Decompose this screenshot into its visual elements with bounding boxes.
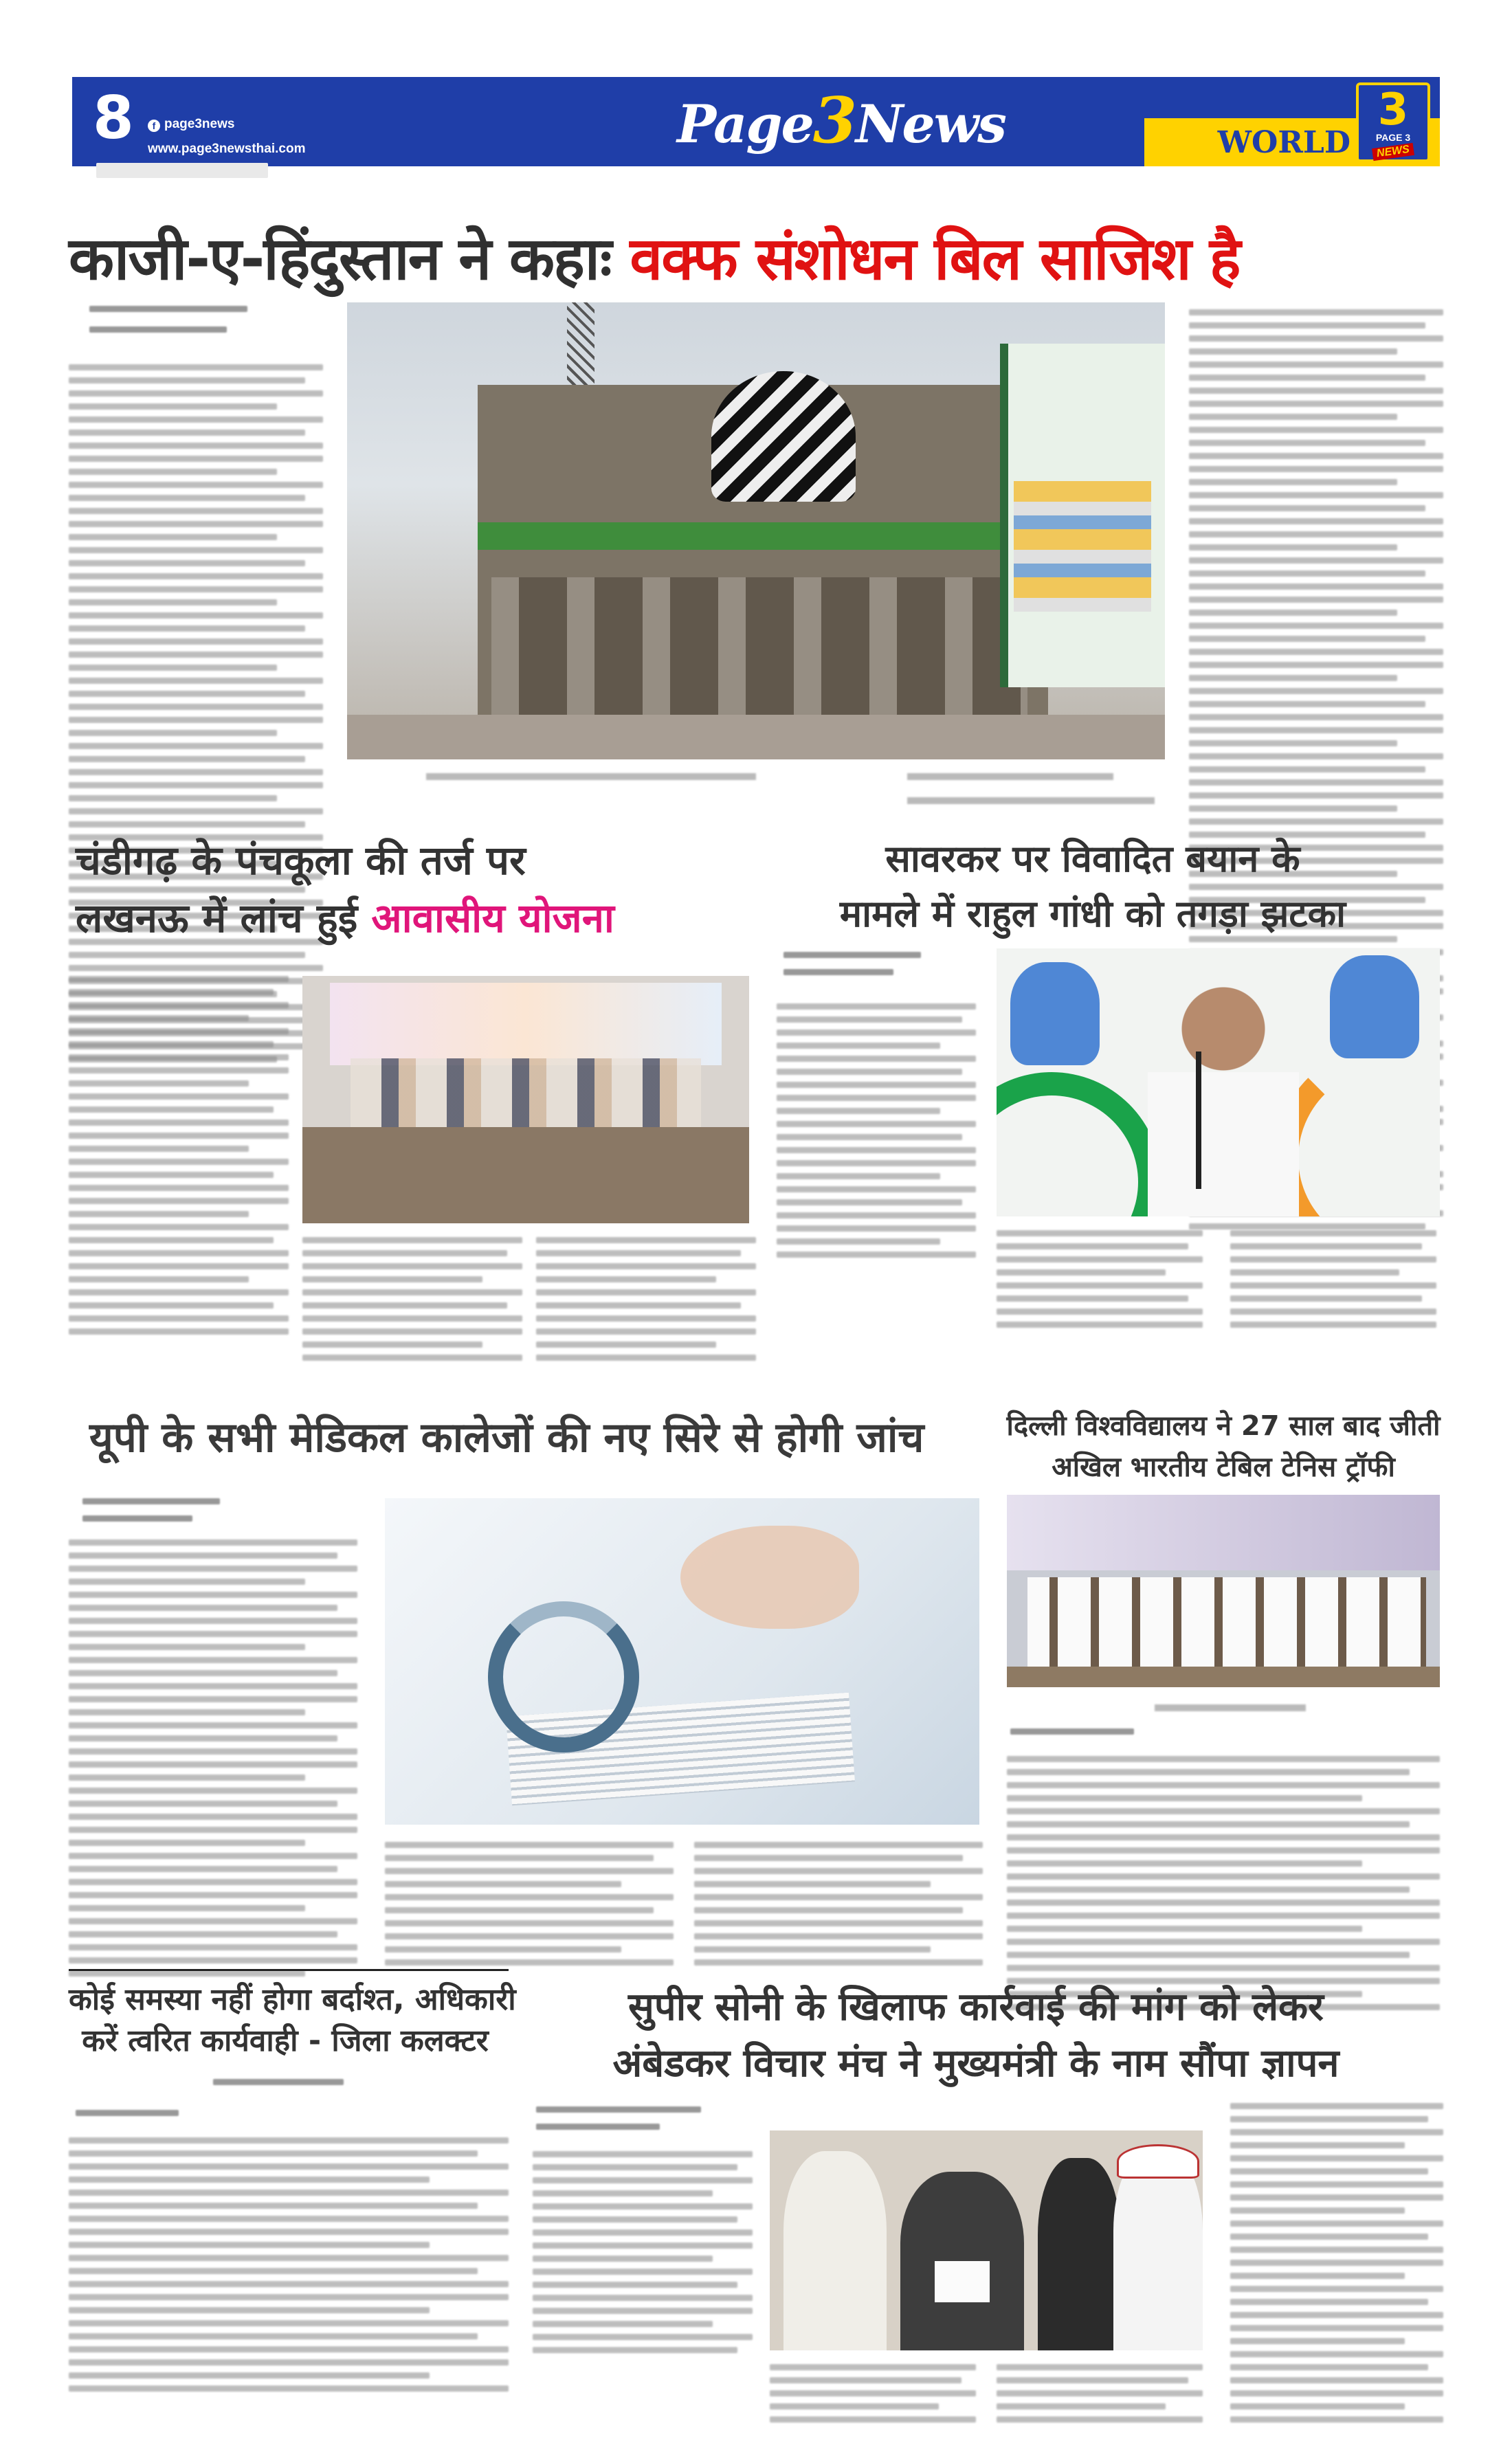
masthead: [72, 77, 1440, 166]
savarkar-story-column-2: [997, 1230, 1203, 1335]
social-handle-text: page3news: [164, 117, 235, 131]
memorandum-headline-line1: सुपीर सोनी के खिलाफ कार्रवाई की मांग को लेकर: [628, 1985, 1324, 2029]
logo-text: PAGE 3: [1375, 132, 1411, 143]
savarkar-story-column-3: [1230, 1230, 1436, 1335]
page-number: 8: [93, 84, 134, 153]
housing-headline-line2-black: लखनऊ में लांच हुई: [76, 895, 358, 942]
brand-left: Page: [677, 93, 813, 155]
savarkar-headline-line1: सावरकर पर विवादित बयान के: [885, 837, 1300, 880]
university-headline-line2: अखिल भारतीय टेबिल टेनिस ट्रॉफी: [1052, 1451, 1395, 1483]
savarkar-story-column-1: [777, 1003, 976, 1265]
medical-photo: [385, 1498, 979, 1825]
memorandum-story-column-4: [1230, 2103, 1443, 2429]
medical-story-column-2: [385, 1842, 674, 1972]
brand-three: 3: [812, 83, 856, 157]
brand-right: News: [855, 93, 1005, 155]
social-handle[interactable]: [148, 117, 234, 132]
memorandum-headline-line2: अंबेडकर विचार मंच ने मुख्यमंत्री के नाम सौंपा ज्ञापन: [612, 2041, 1339, 2086]
university-headline: [1003, 1405, 1443, 1488]
medical-headline: यूपी के सभी मेडिकल कालेजों की नए सिरे से होगी जांच: [89, 1414, 924, 1462]
main-headline-red: वक्फ संशोधन बिल साजिश है: [630, 225, 1240, 293]
housing-headline-line1: चंडीगढ़ के पंचकूला की तर्ज पर: [76, 837, 526, 884]
main-headline-black: काजी-ए-हिंदुस्तान ने कहाः: [69, 225, 611, 293]
photo-caption: [1155, 1704, 1306, 1711]
collector-headline: [69, 1979, 516, 2062]
photo-caption: [907, 797, 1155, 804]
byline: [1010, 1728, 1134, 1735]
memorandum-story-column-3: [997, 2364, 1203, 2429]
housing-headline-line2: [76, 889, 614, 947]
main-headline: [69, 216, 1239, 297]
logo-number: 3: [1377, 85, 1409, 135]
page3-logo: [1356, 82, 1430, 162]
savarkar-headline: [783, 832, 1402, 942]
byline: [783, 952, 921, 958]
main-story-column-1: [69, 364, 323, 1069]
photo-caption: [426, 773, 756, 780]
memorandum-story-column-2: [770, 2364, 976, 2429]
housing-story-column-1: [69, 976, 289, 1342]
collector-headline-line2: करें त्वरित कार्यवाही - जिला कलक्टर: [82, 2023, 489, 2058]
byline: [783, 969, 893, 975]
memorandum-headline: [529, 1979, 1423, 2092]
photo-caption: [907, 773, 1113, 780]
byline: [89, 306, 247, 312]
collector-headline-line1: कोई समस्या नहीं होगा बर्दाश्त, अधिकारी: [69, 1982, 516, 2017]
brand-logo: [677, 83, 1005, 157]
byline: [536, 2124, 660, 2130]
divider: [69, 1969, 509, 1971]
housing-story-column-2: [302, 1237, 522, 1368]
byline: [82, 1498, 220, 1504]
table-tennis-team-photo: [1007, 1495, 1440, 1687]
memorandum-photo: [770, 2130, 1203, 2350]
byline: [89, 326, 227, 333]
website-link[interactable]: www.page3newsthai.com: [148, 142, 306, 156]
savarkar-headline-line2: मामले में राहुल गांधी को तगड़ा झटका: [839, 892, 1346, 935]
meeting-photo: [302, 976, 749, 1223]
byline: [82, 1515, 192, 1522]
mosque-photo: [347, 302, 1165, 759]
medical-story-column-3: [694, 1842, 983, 1972]
housing-headline: [76, 832, 614, 947]
date-strip: [96, 163, 268, 178]
rahul-gandhi-photo: [997, 948, 1440, 1216]
memorandum-story-column-1: [533, 2151, 753, 2360]
collector-story-column: [69, 2137, 509, 2399]
logo-tag: NEWS: [1372, 143, 1414, 161]
byline: [76, 2110, 179, 2116]
section-label: WORLD: [1217, 125, 1350, 160]
university-story-column: [1007, 1756, 1440, 2017]
byline: [213, 2079, 344, 2085]
facebook-icon: f: [148, 120, 160, 132]
byline: [536, 2106, 701, 2113]
university-headline-line1: दिल्ली विश्वविद्यालय ने 27 साल बाद जीती: [1006, 1410, 1441, 1442]
housing-story-column-3: [536, 1237, 756, 1368]
medical-story-column-1: [69, 1539, 357, 1983]
housing-headline-line2-pink: आवासीय योजना: [371, 895, 614, 942]
